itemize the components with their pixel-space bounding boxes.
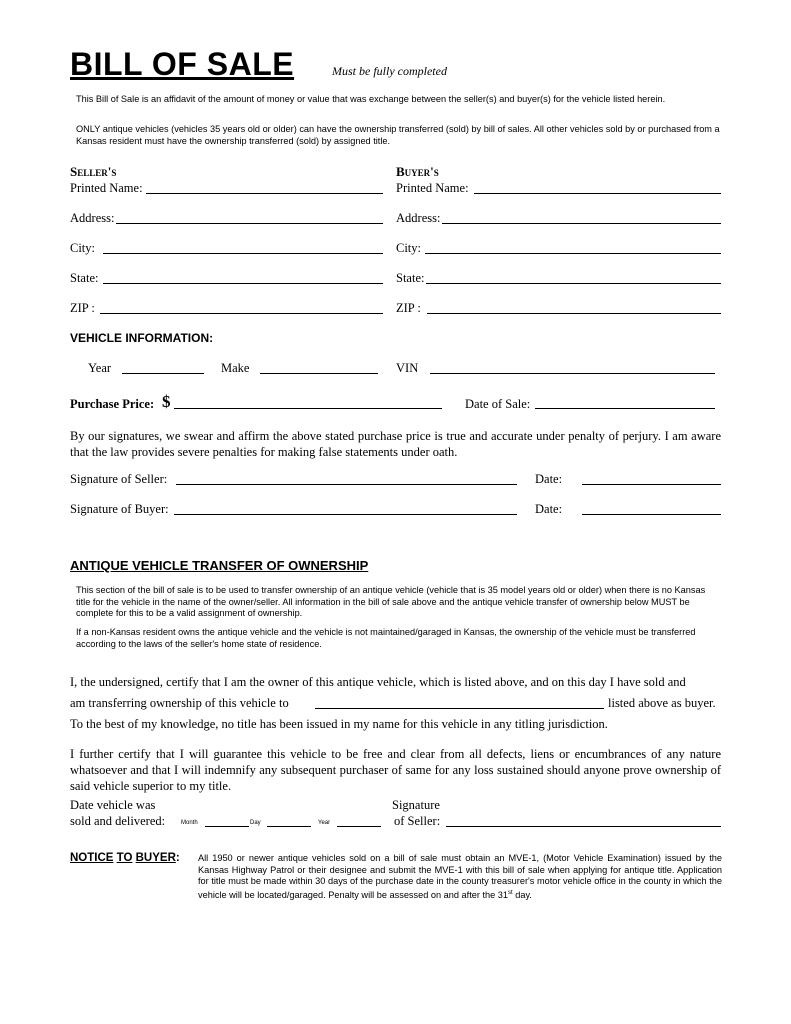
vehicle-year-label: Year [88,361,112,375]
dollar-sign: $ [162,392,171,411]
notice-colon: : [175,852,180,864]
vehicle-year-field[interactable] [122,373,204,374]
vehicle-make-field[interactable] [260,373,378,374]
day-label: Day [250,820,261,826]
seller-state-field[interactable] [103,283,383,284]
certify-line-2a: am transferring ownership of this vehicle to [70,696,289,710]
intro-paragraph-2: ONLY antique vehicles (vehicles 35 years old or older) can have the ownership transferred (sold) by bill of sales. All other vehicles sold by or purchased from a Kansas resident must have the ownership transferred (sold) by assigned title. [76,124,720,146]
date-of-sale-field[interactable] [535,408,715,409]
signature-buyer-field[interactable] [174,514,517,515]
date-buyer-label: Date: [535,502,563,516]
certify-line-2b: listed above as buyer. [608,696,716,710]
antique-paragraph-1: This section of the bill of sale is to be used to transfer ownership of an antique vehicle (vehicle that is 35 model years old or older) when there is no Kansas title for the vehicle in the name of the owner/seller. All information in the bill of sale above and the antique vehicle transfer of ownership below MUST be complete for this to be a valid assignment of ownership. [76,585,706,618]
vehicle-vin-label: VIN [396,361,419,375]
of-seller-label: of Seller: [394,814,441,828]
month-label: Month [181,820,198,826]
seller-address-field[interactable] [116,223,383,224]
date-buyer-field[interactable] [582,514,721,515]
buyer-city-label: City: [396,241,422,255]
notice-text [198,853,722,901]
vehicle-info-heading: VEHICLE INFORMATION: [70,331,214,345]
buyer-state-field[interactable] [426,283,721,284]
antique-paragraph-2: If a non-Kansas resident owns the antique vehicle and the vehicle is not maintained/garaged in Kansas, the ownership of the vehicle must be transferred according to the laws of the seller's home state of residence. [76,627,696,649]
seller-state-label: State: [70,271,99,285]
seller-zip-label: ZIP : [70,301,95,315]
year-field[interactable] [337,826,381,827]
signature-seller-field[interactable] [176,484,517,485]
buyer-state-label: State: [396,271,425,285]
day-field[interactable] [267,826,311,827]
seller-printed-name-field[interactable] [146,193,383,194]
seller-signature-field[interactable] [446,826,721,827]
seller-heading: Seller's [70,164,117,179]
buyer-city-field[interactable] [425,253,721,254]
purchase-price-label: Purchase Price: [70,397,155,411]
buyer-zip-field[interactable] [427,313,721,314]
affirmation-text: By our signatures, we swear and affirm the above stated purchase price is true and accurate under penalty of perjury. I am aware that the law provides severe penalties for making false statements under oath. [70,429,721,459]
buyer-printed-name-label: Printed Name: [396,181,469,195]
purchase-price-field[interactable] [174,408,442,409]
buyer-address-field[interactable] [442,223,721,224]
buyer-zip-label: ZIP : [396,301,421,315]
seller-printed-name-label: Printed Name: [70,181,143,195]
notice-text-end: day. [512,889,532,900]
notice-superscript: st [508,889,513,896]
year-label: Year [318,820,331,826]
certify-paragraph-4: I further certify that I will guarantee this vehicle to be free and clear from all defects, liens or encumbrances of any nature whatsoever and that I will indemnify any subsequent purchaser of same for any loss sustained should anyone prove ownership of said vehicle superior to my title. [70,747,721,793]
sold-delivered-label: sold and delivered: [70,814,166,828]
vehicle-vin-field[interactable] [430,373,715,374]
antique-section-title: ANTIQUE VEHICLE TRANSFER OF OWNERSHIP [70,558,369,573]
notice-label [70,852,180,864]
date-of-sale-label: Date of Sale: [465,397,531,411]
certify-line-1: I, the undersigned, certify that I am the owner of this antique vehicle, which is listed above, and on this day I have sold and [70,675,686,689]
signature-label: Signature [392,798,440,812]
date-vehicle-was-label: Date vehicle was [70,798,156,812]
date-seller-field[interactable] [582,484,721,485]
buyer-word: BUYER [135,852,176,864]
buyer-printed-name-field[interactable] [474,193,721,194]
certify-line-3: To the best of my knowledge, no title has been issued in my name for this vehicle in any titling jurisdiction. [70,717,608,731]
notice-text-main: All 1950 or newer antique vehicles sold on a bill of sale must obtain an MVE-1, (Motor Vehicle Examination) issued by the Kansas Highway Patrol or their designee and submit the MVE-1 with this bill of sale when applying for antique title. Application for title must be made within 30 days of the purchase date in the county treasurer's motor vehicle office in the county in which the vehicle will be located/garaged. Penalty will be assessed on and after the 31 [198,853,722,900]
signature-buyer-label: Signature of Buyer: [70,502,169,516]
new-owner-field[interactable] [315,708,604,709]
seller-zip-field[interactable] [100,313,383,314]
date-seller-label: Date: [535,472,563,486]
intro-paragraph-1: This Bill of Sale is an affidavit of the amount of money or value that was exchange between the seller(s) and buyer(s) for the vehicle listed herein. [76,94,666,104]
signature-seller-label: Signature of Seller: [70,472,168,486]
seller-city-field[interactable] [103,253,383,254]
buyer-address-label: Address: [396,211,441,225]
notice-word: NOTICE [70,852,114,864]
month-field[interactable] [205,826,249,827]
page-subtitle: Must be fully completed [332,64,447,78]
to-word: TO [116,852,133,864]
seller-address-label: Address: [70,211,115,225]
page-title: BILL OF SALE [70,46,295,82]
vehicle-make-label: Make [221,361,250,375]
buyer-heading: Buyer's [396,164,439,179]
seller-city-label: City: [70,241,96,255]
